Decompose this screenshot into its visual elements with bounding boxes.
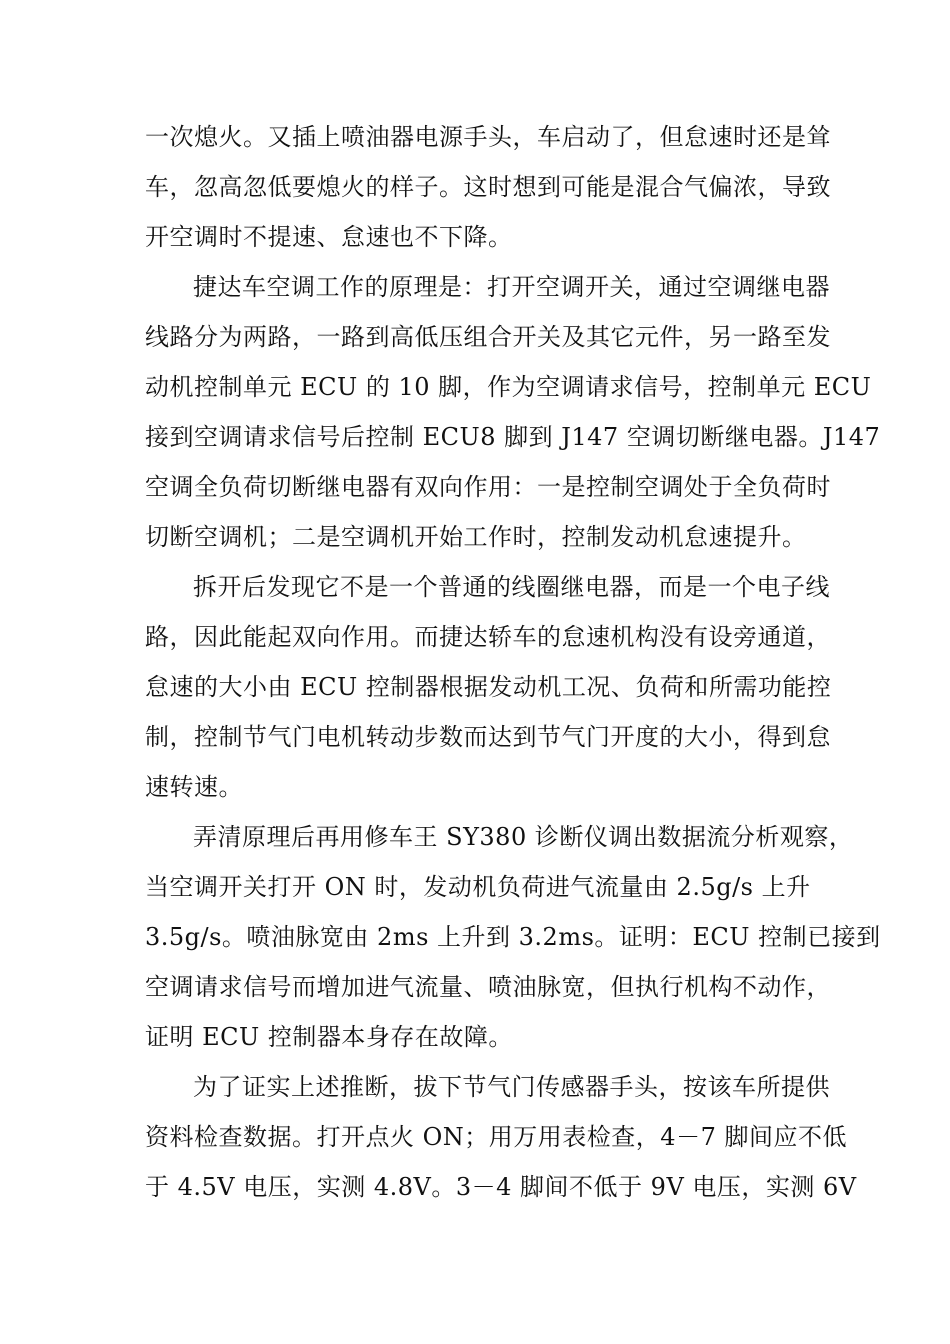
- text-line: 当空调开关打开 ON 时，发动机负荷进气流量由 2.5g/s 上升: [145, 873, 811, 901]
- text-line: 空调请求信号而增加进气流量、喷油脉宽，但执行机构不动作，: [145, 973, 831, 1001]
- text-line: 于 4.5V 电压，实测 4.8V。3－4 脚间不低于 9V 电压，实测 6V: [145, 1173, 857, 1201]
- text-line: 动机控制单元 ECU 的 10 脚，作为空调请求信号，控制单元 ECU: [145, 373, 872, 401]
- text-line: 线路分为两路，一路到高低压组合开关及其它元件，另一路至发: [145, 323, 831, 351]
- text-line: 捷达车空调工作的原理是：打开空调开关，通过空调继电器: [193, 273, 830, 301]
- text-line: 开空调时不提速、怠速也不下降。: [145, 223, 513, 251]
- text-line: 速转速。: [145, 773, 243, 801]
- text-line: 资料检查数据。打开点火 ON；用万用表检查，4－7 脚间应不低: [145, 1123, 847, 1151]
- text-line: 接到空调请求信号后控制 ECU8 脚到 J147 空调切断继电器。J147: [145, 423, 881, 451]
- text-line: 弄清原理后再用修车王 SY380 诊断仪调出数据流分析观察，: [193, 823, 854, 851]
- text-line: 切断空调机；二是空调机开始工作时，控制发动机怠速提升。: [145, 523, 807, 551]
- text-line: 拆开后发现它不是一个普通的线圈继电器，而是一个电子线: [193, 573, 830, 601]
- text-line: 制，控制节气门电机转动步数而达到节气门开度的大小，得到怠: [145, 723, 831, 751]
- text-line: 3.5g/s。喷油脉宽由 2ms 上升到 3.2ms。证明：ECU 控制已接到: [145, 923, 881, 951]
- text-line: 路，因此能起双向作用。而捷达轿车的怠速机构没有设旁通道，: [145, 623, 831, 651]
- text-line: 为了证实上述推断，拔下节气门传感器手头，按该车所提供: [193, 1073, 830, 1101]
- text-line: 证明 ECU 控制器本身存在故障。: [145, 1023, 513, 1051]
- text-line: 怠速的大小由 ECU 控制器根据发动机工况、负荷和所需功能控: [145, 673, 832, 701]
- document-body: [145, 112, 881, 1212]
- text-line: 一次熄火。又插上喷油器电源手头，车启动了，但怠速时还是耸: [145, 123, 831, 151]
- text-line: 车，忽高忽低要熄火的样子。这时想到可能是混合气偏浓，导致: [145, 173, 831, 201]
- text-line: 空调全负荷切断继电器有双向作用：一是控制空调处于全负荷时: [145, 473, 831, 501]
